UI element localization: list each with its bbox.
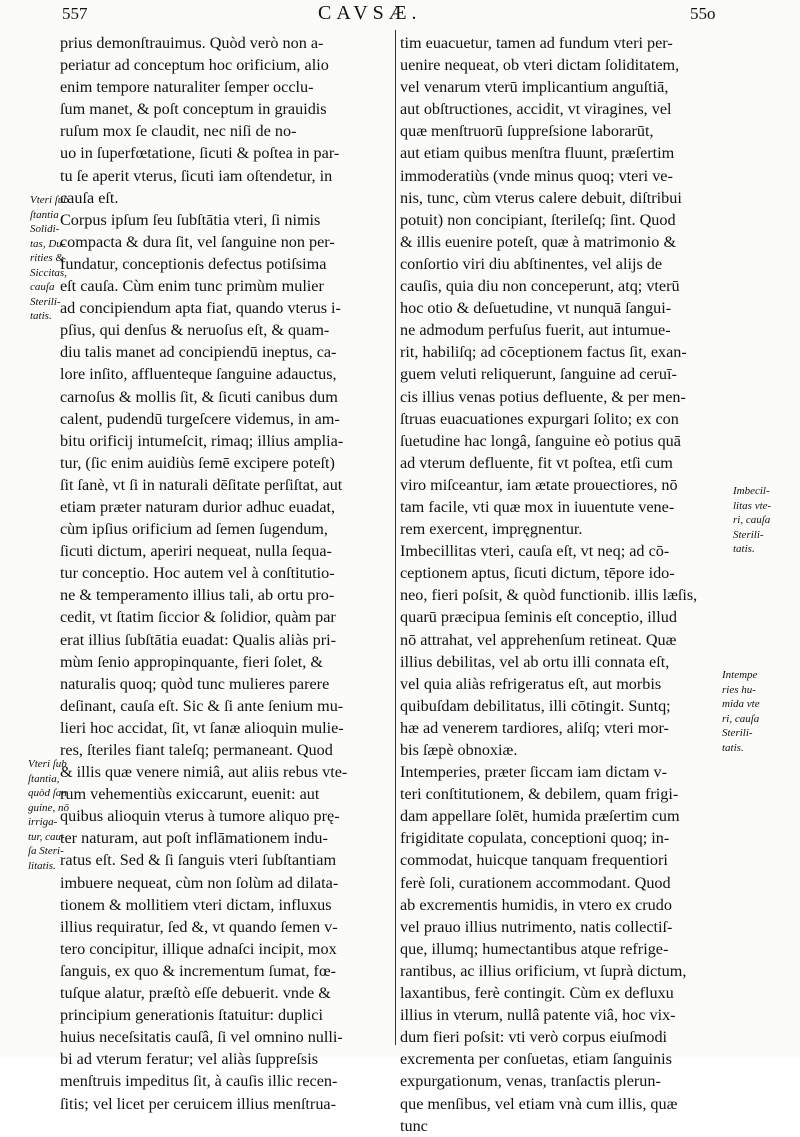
text-line: rem exercent, impręgnentur.	[400, 520, 583, 539]
text-line: tatis.	[722, 741, 744, 754]
text-line: teri conſtitutionem, & debilem, quam frigi-	[400, 785, 679, 804]
margin-note-left-2	[28, 757, 69, 873]
text-line: litatis.	[28, 859, 56, 872]
text-line: ries hu-	[722, 683, 756, 696]
margin-note-right-2	[722, 668, 760, 755]
text-line: ſicuti dictum, aperiri nequeat, nulla ſequa-	[60, 542, 332, 561]
text-line: rities &	[30, 252, 64, 264]
text-line: illius debilitas, vel ab ortu illi connata eſt,	[400, 652, 670, 671]
text-line: ad vterum defluente, fit vt poſtea, etſi cum	[400, 453, 673, 472]
text-line: ruſum mox ſe claudit, nec niſi de no-	[60, 122, 297, 141]
text-line: dum fieri poſsit: vti verò corpus eiuſmodi	[400, 1028, 668, 1047]
text-line: ter naturam, aut poſt inflāmationem indu-	[60, 829, 328, 848]
text-line: eſt cauſa. Cùm enim tunc primùm mulier	[60, 277, 324, 296]
text-line: naturalis quoq; quòd tunc mulieres parere	[60, 674, 330, 693]
text-line: ſanguis, ex quo & incrementum ſumat, fœ-	[60, 961, 337, 980]
text-line: rit, habiliſq; ad cōceptionem factus ſit, exan-	[400, 343, 687, 362]
text-line: erat illius ſubſtātia euadat: Qualis aliàs pri-	[60, 630, 337, 649]
text-line: lieri hoc accidat, ſit, vt ſanæ alioquin mulie-	[60, 718, 344, 737]
text-line: Vteri ſub	[28, 758, 67, 770]
text-line: Imbecillitas vteri, cauſa eſt, vt neq; ad cō-	[400, 542, 670, 561]
text-line: ri, cauſa	[733, 514, 771, 526]
text-line: principium generationis ſtatuitur: duplici	[60, 1006, 323, 1025]
text-line: cedit, vt ſtatim ſiccior & ſolidior, quàm par	[60, 608, 336, 627]
text-line: vel quia aliàs refrigeratus eſt, aut morbis	[400, 674, 662, 693]
text-line: uenire nequeat, ob vteri dictam ſoliditatem,	[400, 56, 680, 75]
text-line: guem veluti reliquerunt, ſanguine ad ceruī-	[400, 365, 677, 384]
text-line: res, ſteriles fiant taleſq; permaneant. Quod	[60, 741, 333, 759]
text-line: tur, (ſic enim auidiùs ſemē excipere poteſt)	[60, 453, 335, 472]
text-line: vel prauo illius nutrimento, natis collectiſ-	[400, 917, 673, 936]
text-line: ne admodum perfuſus fuerit, aut intumue-	[400, 321, 671, 340]
text-line: prius demonſtrauimus. Quòd verò non a-	[60, 34, 324, 52]
text-line: potuit) non concipiant, ſterileſq; ſint. Quod	[400, 210, 676, 229]
text-line: hæ ad venerem tardiores, aliſq; vteri mor-	[400, 718, 669, 737]
text-line: illius requiratur, ſed &, vt quando ſemen v-	[60, 917, 338, 936]
text-line: bis ſæpè obnoxiæ.	[400, 741, 518, 759]
text-line: que, illumq; humectantibus atque refrige-	[400, 939, 669, 958]
text-line: dam appellare ſolēt, humida præſertim cum	[400, 807, 680, 826]
column-divider	[395, 30, 396, 1045]
text-line: imbuere nequeat, cùm non ſolùm ad dilata-	[60, 873, 339, 892]
text-line: ferè ſoli, curationem accommodant. Quod	[400, 873, 671, 892]
text-line: tas, Du-	[30, 237, 66, 250]
text-line: Siccitas,	[30, 266, 67, 279]
text-line: tuſque alatur, præſtò eſſe debuerit. vnde &	[60, 984, 331, 1003]
text-line: tunc	[400, 1116, 428, 1135]
text-line: Sterili-	[30, 295, 61, 308]
text-line: cùm ipſius orificium ad ſemen ſugendum,	[60, 520, 328, 539]
running-title: CAVSÆ.	[318, 2, 422, 24]
text-line: ſit ſanè, vt ſi in naturali dēſitate perſiſtat, aut	[60, 475, 343, 494]
text-line: menſtruis impeditus ſit, à cauſis illic recen-	[60, 1072, 338, 1091]
text-line: periatur ad conceptum hoc orificium, alio	[60, 56, 329, 75]
text-line: ad concipiendum apta fiat, quando vterus i-	[60, 299, 341, 318]
text-line: Intempe	[722, 669, 758, 681]
text-line: quarū præcipua ſeminis eſt conceptio, illud	[400, 608, 677, 627]
text-line: commodat, huicque tanquam frequentiori	[400, 851, 668, 870]
page-number-left: 557	[62, 4, 88, 23]
text-line: ab excrementis humidis, in vtero ex crudo	[400, 895, 672, 914]
margin-note-right-1	[733, 484, 771, 557]
text-line: nō attrahat, vel apprehenſum retineat. Quæ	[400, 630, 677, 649]
text-line: neo, fieri poſsit, & quòd functionib. illis læſis,	[400, 586, 698, 605]
text-line: Corpus ipſum ſeu ſubſtātia vteri, ſi nimis	[60, 210, 321, 229]
text-line: etiam præter naturam durior adhuc euadat,	[60, 497, 336, 516]
right-text-column	[400, 32, 720, 1137]
text-line: huius neceſsitatis cauſâ, ſi vel omnino nulli-	[60, 1028, 343, 1047]
text-line: que menſibus, vel etiam vnà cum illis, quæ	[400, 1094, 678, 1113]
text-line: lore inſito, affluenteque ſanguine adauctus,	[60, 365, 337, 384]
text-line: rum vehementiùs exiccarunt, euenit: aut	[60, 785, 320, 804]
text-line: mùm ſenio appropinquante, fieri ſolet, &	[60, 652, 323, 671]
text-line: calent, pudendū turgeſcere videmus, in am-	[60, 409, 340, 428]
text-line: tatis.	[30, 310, 52, 322]
running-header	[0, 2, 800, 24]
text-line: ceptionem aptus, ſicuti dictum, tēpore ido-	[400, 564, 675, 583]
text-line: ſuetudine hac longâ, ſanguine eò potius quā	[400, 431, 681, 450]
text-line: ſa Steri-	[28, 845, 64, 857]
text-line: uo in ſuperfœtatione, ſicuti & poſtea in par-	[60, 144, 340, 163]
text-line: quæ menſtruorū ſuppreſsione laborarūt,	[400, 122, 654, 141]
text-line: tur, cau-	[28, 830, 65, 843]
margin-note-left-1	[30, 193, 69, 324]
text-line: Sterili-	[722, 727, 753, 739]
text-line: nis, tunc, cùm vterus calere debuit, diſtribui	[400, 188, 682, 207]
text-line: litas vte-	[733, 499, 772, 512]
text-line: ne & temperamento illius tali, ab ortu pro-	[60, 586, 335, 605]
text-line: carnoſus & mollis ſit, & ſicuti canibus dum	[60, 387, 338, 406]
text-line: frigiditate copulata, conceptioni quoq; in-	[400, 829, 670, 848]
text-line: ri, cauſa	[722, 712, 760, 725]
text-line: tionem & mollitiem vteri dictam, influxus	[60, 895, 332, 914]
text-line: ſtantia	[30, 208, 59, 221]
text-line: quibus alioquin vterus à tumore aliquo prę-	[60, 807, 340, 826]
text-line: cauſa eſt.	[60, 188, 119, 207]
text-line: tero concipitur, illique adnaſci incipit, mox	[60, 939, 337, 958]
text-line: & illis euenire poteſt, quæ à matrimonio &	[400, 232, 677, 251]
text-line: fundatur, conceptionis defectus potiſsima	[60, 254, 327, 273]
text-line: cauſis, quia diu non conceperunt, atq; vterū	[400, 277, 680, 296]
text-line: bitu orificij intumeſcit, rimaq; illius amplia-	[60, 431, 344, 450]
text-line: Intemperies, præter ſiccam iam dictam v-	[400, 763, 667, 782]
text-line: tim euacuetur, tamen ad fundum vteri per-	[400, 34, 673, 52]
text-line: laxantibus, ferè contingit. Cùm ex defluxu	[400, 984, 674, 1003]
text-line: ſum manet, & poſt conceptum in grauidis	[60, 100, 327, 119]
text-line: excrementa per conſuetas, etiam ſanguinis	[400, 1050, 672, 1069]
text-line: ſtruas euacuationes expurgari ſolito; ex con	[400, 409, 679, 428]
text-line: ratus eſt. Sed & ſi ſanguis vteri ſubſtantiam	[60, 851, 337, 870]
text-line: Imbecil-	[733, 485, 770, 497]
text-line: Solidi-	[30, 223, 60, 235]
text-line: diu talis manet ad concipiendū ineptus, ca-	[60, 343, 337, 362]
text-line: Sterili-	[733, 528, 764, 541]
text-line: bi ad vterum feratur; vel aliàs ſuppreſsis	[60, 1050, 319, 1069]
text-line: illius in vterum, nullâ patente viâ, hoc vix-	[400, 1006, 676, 1025]
text-line: viro miſceantur, iam ætate prouectiores, nō	[400, 475, 678, 494]
text-line: enim tempore naturaliter ſemper occlu-	[60, 78, 314, 97]
text-line: tatis.	[733, 543, 755, 555]
text-line: tu ſe aperit vterus, ſicuti iam oſtendetur, in	[60, 166, 333, 185]
text-line: aut obſtructiones, accidit, vt viragines, vel	[400, 100, 672, 119]
text-line: Vteri ſub	[30, 194, 69, 206]
text-line: deſinant, cauſa eſt. Sic & ſi ante ſenium mu-	[60, 696, 344, 715]
text-line: vel venarum vterū implicantium anguſtiā,	[400, 78, 669, 97]
text-line: cauſa	[30, 281, 55, 293]
text-line: tam facile, vti quæ mox in iuuentute vene-	[400, 497, 675, 516]
text-line: quòd ſan	[28, 787, 67, 799]
text-line: & illis quæ venere nimiâ, aut aliis rebus vte-	[60, 763, 348, 782]
text-line: conſortio viri diu abſtinentes, vel alijs de	[400, 254, 663, 273]
text-line: immoderatiùs (vnde minus quoq; vteri ve-	[400, 166, 673, 185]
text-line: hoc otio & deſuetudine, vt nunquā ſangui-	[400, 299, 672, 318]
text-line: rantibus, ac illius orificium, vt ſuprà dictum,	[400, 961, 687, 980]
text-line: pſius, qui denſus & neruoſus eſt, & quam-	[60, 321, 330, 340]
text-line: irriga-	[28, 816, 58, 828]
text-line: quibuſdam debilitatus, illi cōtingit. Suntq;	[400, 696, 671, 715]
left-text-column	[60, 32, 390, 1115]
text-line: expurgationum, venas, tranſactis plerun-	[400, 1072, 661, 1091]
text-line: ſtantia,	[28, 772, 60, 785]
text-line: aut etiam quibus menſtra fluunt, præſertim	[400, 144, 675, 163]
text-line: tur conceptio. Hoc autem vel à conſtitutio-	[60, 564, 335, 583]
text-line: compacta & dura ſit, vel ſanguine non per-	[60, 232, 335, 251]
text-line: guine, nō	[28, 801, 69, 814]
text-line: cis illius venas potius defluente, & per men-	[400, 387, 686, 406]
text-line: ſitis; vel licet per ceruicem illius menſtrua-	[60, 1094, 336, 1113]
page-number-right: 55o	[690, 4, 716, 23]
text-line: mida vte	[722, 698, 760, 710]
